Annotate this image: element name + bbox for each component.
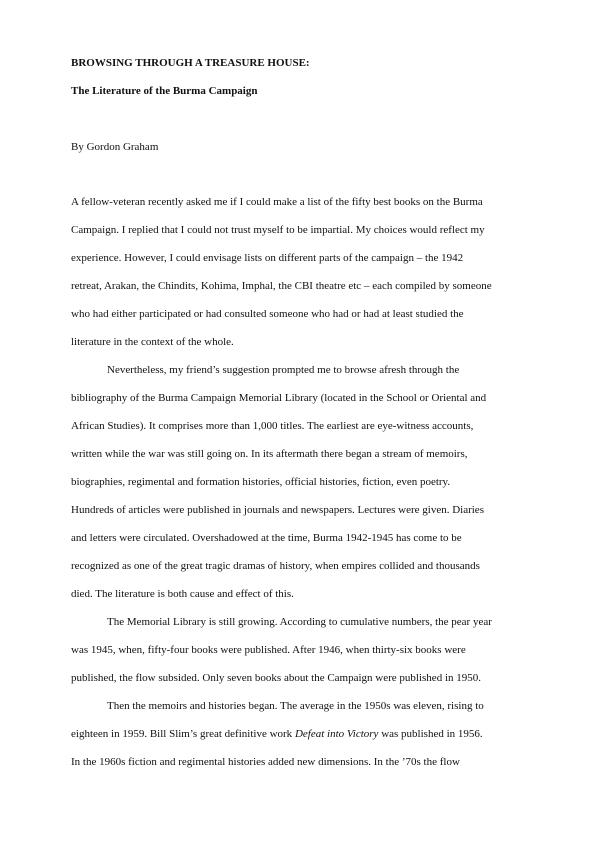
body-text [71, 188, 531, 776]
text-segment: was published in 1956. [378, 728, 483, 740]
book-title-italic: Defeat into Victory [294, 728, 379, 740]
text-line: bibliography of the Burma Campaign Memorial Library (located in the School or Oriental and [71, 392, 487, 404]
text-line: Campaign. I replied that I could not trust myself to be impartial. My choices would reflect my [71, 224, 485, 236]
text-line [71, 720, 531, 748]
text-line: was 1945, when, fifty-four books were published. After 1946, when thirty-six books were [71, 644, 466, 656]
text-line: experience. However, I could envisage lists on different parts of the campaign – the 1942 [71, 252, 464, 264]
byline: By Gordon Graham [71, 141, 159, 153]
text-line: died. The literature is both cause and effect of this. [71, 588, 294, 600]
paragraph-3 [71, 608, 531, 692]
text-line: recognized as one of the great tragic dramas of history, when empires collided and thousands [71, 560, 480, 572]
paragraph-4 [71, 692, 531, 776]
text-line: The Memorial Library is still growing. According to cumulative numbers, the pear year [107, 616, 492, 628]
document-subtitle: The Literature of the Burma Campaign [71, 85, 258, 97]
text-line: and letters were circulated. Overshadowed at the time, Burma 1942-1945 has come to be [71, 532, 462, 544]
paragraph-2 [71, 356, 531, 608]
text-line: who had either participated or had consulted someone who had or had at least studied the [71, 308, 464, 320]
text-line: literature in the context of the whole. [71, 336, 234, 348]
text-line: Nevertheless, my friend’s suggestion prompted me to browse afresh through the [107, 364, 460, 376]
text-line: In the 1960s fiction and regimental histories added new dimensions. In the ’70s the flow [71, 756, 460, 768]
text-line: A fellow-veteran recently asked me if I could make a list of the fifty best books on the Burma [71, 196, 483, 208]
text-line: Hundreds of articles were published in journals and newspapers. Lectures were given. Diaries [71, 504, 484, 516]
text-line: published, the flow subsided. Only seven books about the Campaign were published in 1950. [71, 672, 481, 684]
text-line: biographies, regimental and formation histories, official histories, fiction, even poetry. [71, 476, 451, 488]
text-line: Then the memoirs and histories began. The average in the 1950s was eleven, rising to [107, 700, 484, 712]
text-line: retreat, Arakan, the Chindits, Kohima, Imphal, the CBI theatre etc – each compiled by someone [71, 280, 492, 292]
text-line: written while the war was still going on. In its aftermath there began a stream of memoirs, [71, 448, 468, 460]
document-title: BROWSING THROUGH A TREASURE HOUSE: [71, 57, 310, 69]
paragraph-1 [71, 188, 531, 356]
text-segment: eighteen in 1959. Bill Slim’s great definitive work [71, 728, 295, 740]
text-line: African Studies). It comprises more than 1,000 titles. The earliest are eye-witness accounts, [71, 420, 474, 432]
